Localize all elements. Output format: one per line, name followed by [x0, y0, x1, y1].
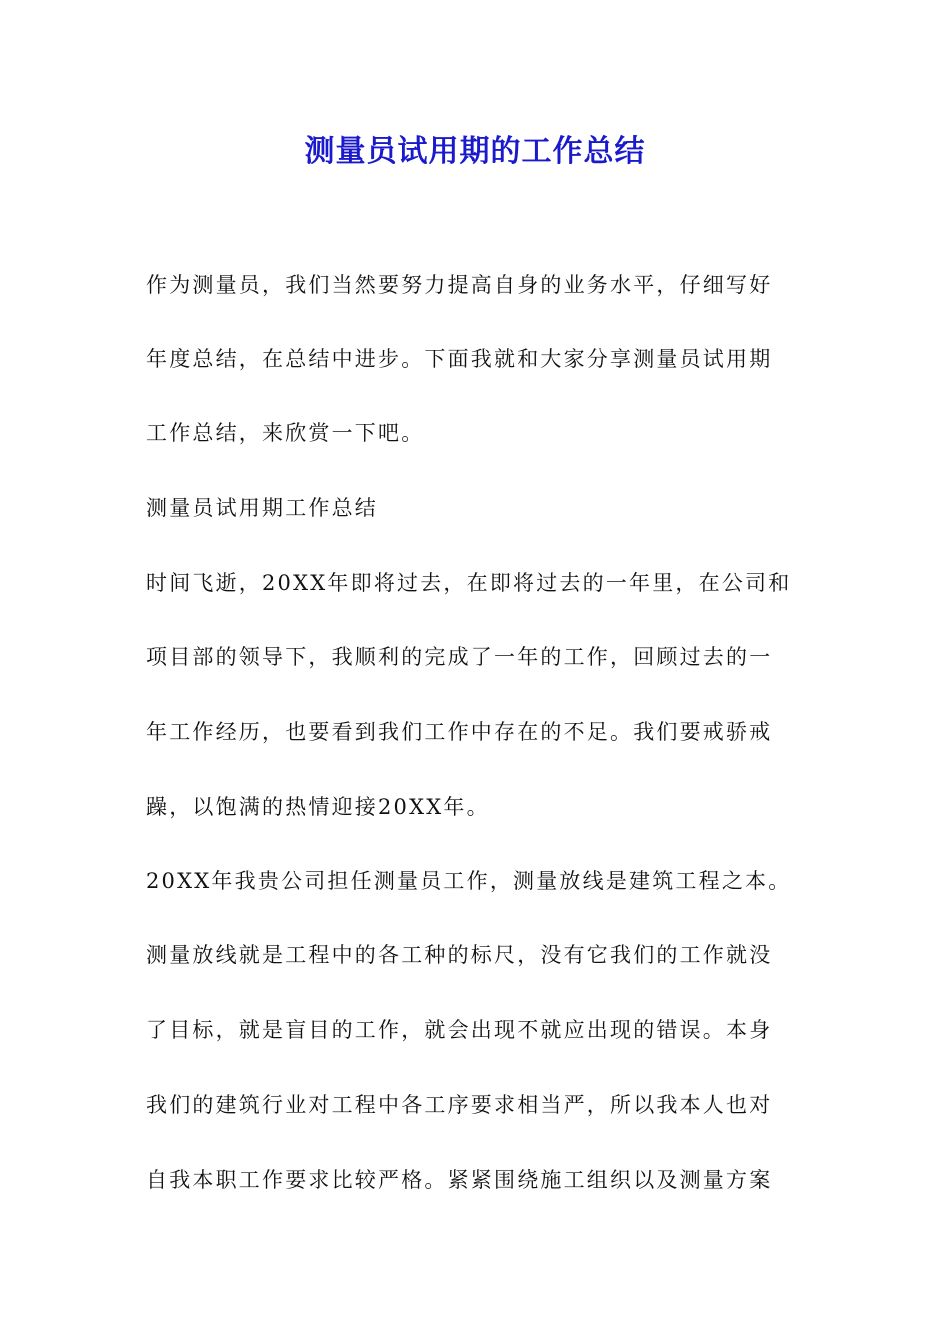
- paragraph-line: 我们的建筑行业对工程中各工序要求相当严，所以我本人也对: [146, 1093, 773, 1117]
- section-heading: 测量员试用期工作总结: [146, 496, 378, 520]
- paragraph-line: 年度总结，在总结中进步。下面我就和大家分享测量员试用期: [146, 347, 773, 371]
- paragraph-line: 时间飞逝，20XX年即将过去，在即将过去的一年里，在公司和: [146, 571, 792, 595]
- paragraph-line: 了目标，就是盲目的工作，就会出现不就应出现的错误。本身: [146, 1018, 773, 1042]
- paragraph-line: 项目部的领导下，我顺利的完成了一年的工作，回顾过去的一: [146, 645, 773, 669]
- paragraph-line: 作为测量员，我们当然要努力提高自身的业务水平，仔细写好: [146, 273, 773, 297]
- paragraph-line: 工作总结，来欣赏一下吧。: [146, 421, 425, 445]
- paragraph-line: 自我本职工作要求比较严格。紧紧围绕施工组织以及测量方案: [146, 1168, 773, 1192]
- paragraph-line: 测量放线就是工程中的各工种的标尺，没有它我们的工作就没: [146, 943, 773, 967]
- document-title: 测量员试用期的工作总结: [304, 134, 646, 169]
- paragraph-line: 年工作经历，也要看到我们工作中存在的不足。我们要戒骄戒: [146, 720, 773, 744]
- paragraph-line: 躁，以饱满的热情迎接20XX年。: [146, 795, 490, 819]
- paragraph-line: 20XX年我贵公司担任测量员工作，测量放线是建筑工程之本。: [146, 869, 792, 893]
